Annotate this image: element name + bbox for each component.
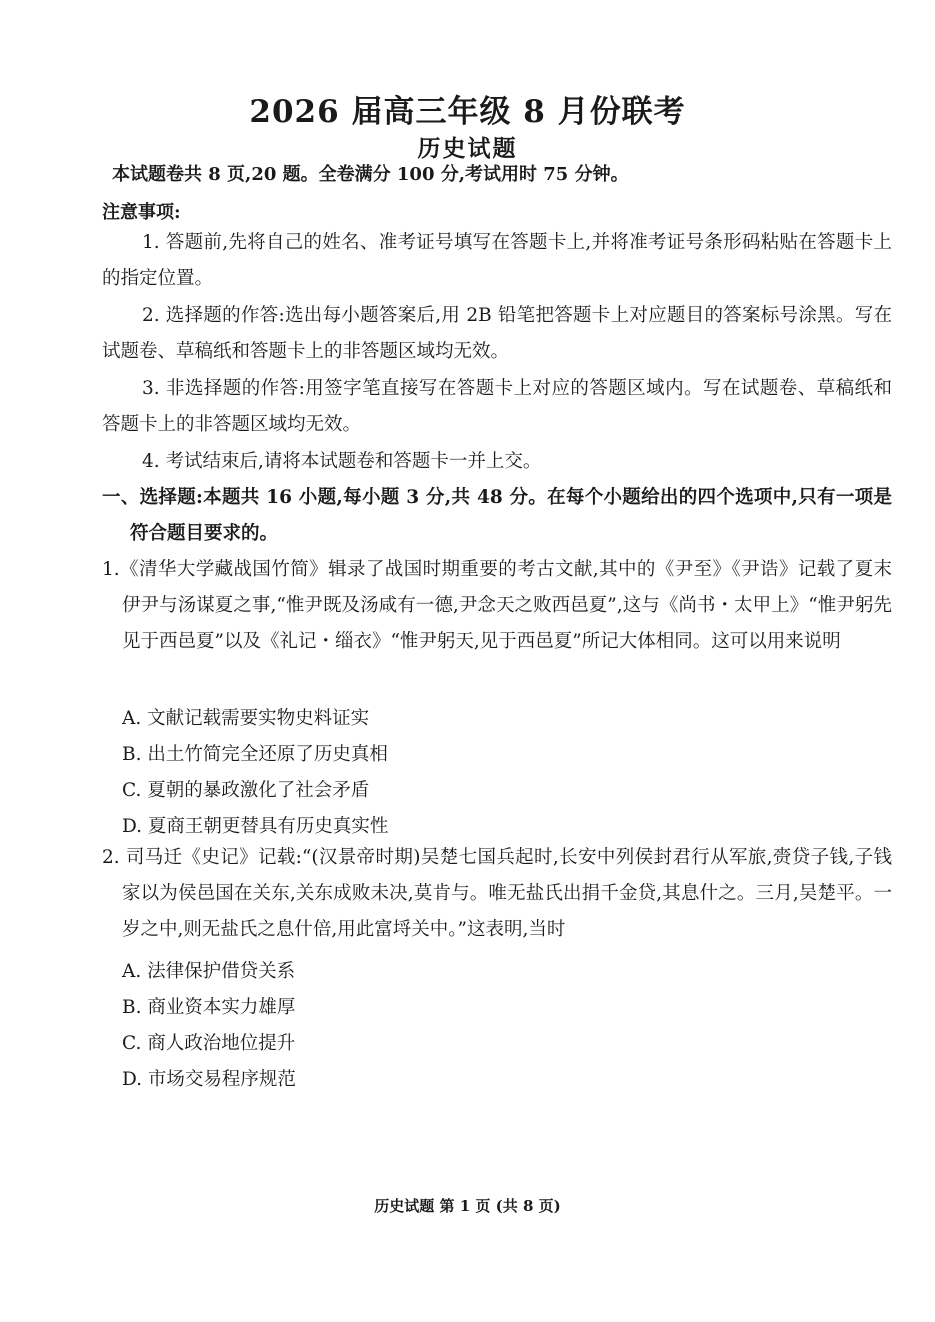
notice-item-1: 1. 答题前,先将自己的姓名、准考证号填写在答题卡上,并将准考证号条形码粘贴在答题卡上的指定位置。 bbox=[102, 232, 892, 289]
question-2-option-b: B. 商业资本实力雄厚 bbox=[122, 997, 296, 1018]
question-1-option-a: A. 文献记载需要实物史料证实 bbox=[122, 708, 370, 729]
exam-info: 本试题卷共 8 页,20 题。全卷满分 100 分,考试用时 75 分钟。 bbox=[112, 164, 629, 185]
question-1-option-d: D. 夏商王朝更替具有历史真实性 bbox=[122, 816, 389, 837]
question-1-option-c: C. 夏朝的暴政激化了社会矛盾 bbox=[122, 780, 370, 801]
section-heading: 一、选择题:本题共 16 小题,每小题 3 分,共 48 分。在每个小题给出的四个选项中,只有一项是符合题目要求的。 bbox=[102, 487, 892, 544]
notice-item-4: 4. 考试结束后,请将本试题卷和答题卡一并上交。 bbox=[142, 451, 542, 472]
question-1-option-b: B. 出土竹简完全还原了历史真相 bbox=[122, 744, 388, 765]
exam-title: 2026 届高三年级 8 月份联考 bbox=[249, 94, 686, 130]
page-footer: 历史试题 第 1 页 (共 8 页) bbox=[374, 1197, 561, 1215]
exam-subtitle: 历史试题 bbox=[417, 135, 518, 162]
question-1-stem: 1.《清华大学藏战国竹简》辑录了战国时期重要的考古文献,其中的《尹至》《尹诰》记载了夏末伊尹与汤谋夏之事,“惟尹既及汤咸有一德,尹念天之败西邑夏”,这与《尚书・太甲上》“惟尹躬先见于西邑夏”以及《礼记・缁衣》“惟尹躬天,见于西邑夏”所记大体相同。这可以用来说明 bbox=[102, 559, 892, 652]
notice-item-3: 3. 非选择题的作答:用签字笔直接写在答题卡上对应的答题区域内。写在试题卷、草稿纸和答题卡上的非答题区域均无效。 bbox=[102, 378, 892, 435]
question-2-option-d: D. 市场交易程序规范 bbox=[122, 1069, 296, 1090]
question-2-stem: 2. 司马迁《史记》记载:“(汉景帝时期)吴楚七国兵起时,长安中列侯封君行从军旅,赍贷子钱,子钱家以为侯邑国在关东,关东成败未决,莫肯与。唯无盐氏出捐千金贷,其息什之。三月,吴楚平。一岁之中,则无盐氏之息什倍,用此富埒关中。”这表明,当时 bbox=[102, 847, 892, 940]
notice-heading: 注意事项: bbox=[102, 202, 181, 223]
question-2-option-c: C. 商人政治地位提升 bbox=[122, 1033, 296, 1054]
question-2-option-a: A. 法律保护借贷关系 bbox=[122, 961, 296, 982]
notice-item-2: 2. 选择题的作答:选出每小题答案后,用 2B 铅笔把答题卡上对应题目的答案标号涂黑。写在试题卷、草稿纸和答题卡上的非答题区域均无效。 bbox=[102, 305, 892, 362]
